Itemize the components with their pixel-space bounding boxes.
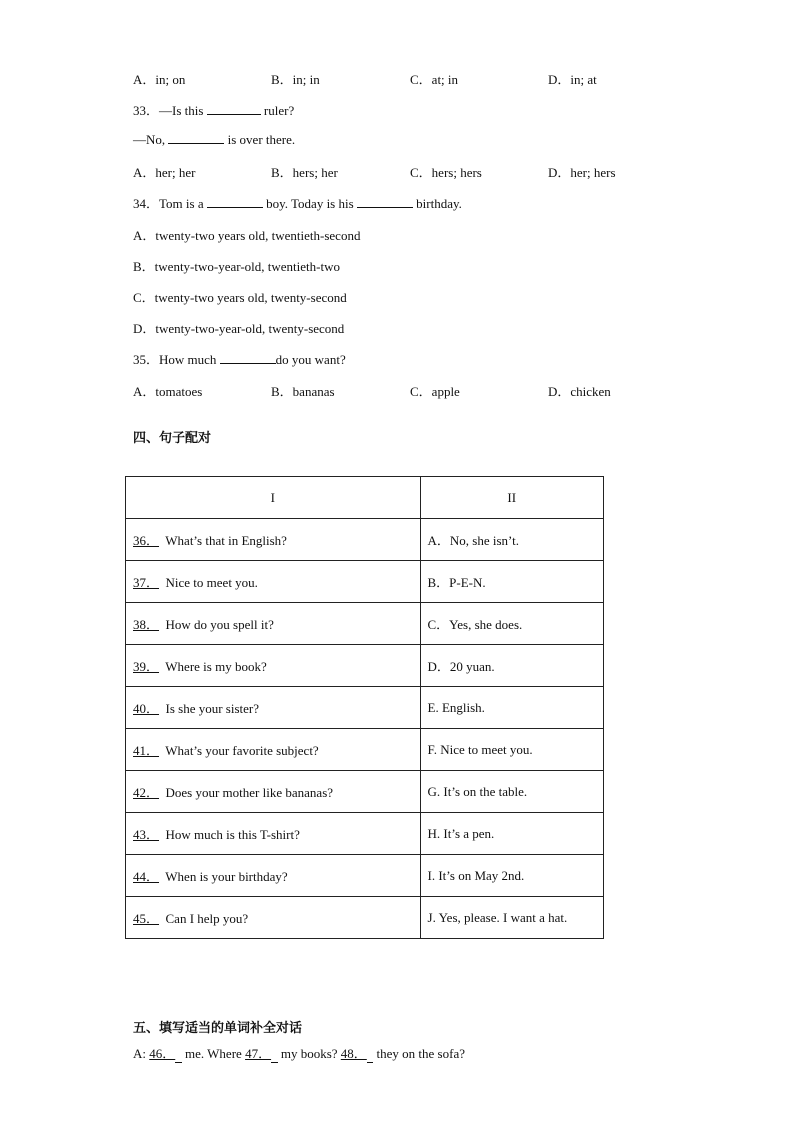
question-number[interactable]: 40．: [133, 701, 160, 716]
q33-blank-2[interactable]: [168, 131, 224, 144]
blank-48-line[interactable]: [367, 1046, 374, 1063]
answer-cell: F. Nice to meet you.: [420, 729, 603, 771]
question-number[interactable]: 45．: [133, 911, 160, 926]
blank-48[interactable]: 48．: [340, 1046, 367, 1061]
q34-option-b[interactable]: B．twenty-two-year-old, twentieth-two: [133, 259, 340, 274]
question-text: Does your mother like bananas?: [165, 785, 334, 800]
q33-option-d[interactable]: D．her; hers: [548, 165, 616, 180]
blank-47-line[interactable]: [271, 1046, 278, 1063]
q34-text-pre: 34．Tom is a: [133, 196, 204, 211]
question-cell: [126, 603, 421, 645]
question-number[interactable]: 39．: [133, 659, 160, 674]
q33-text2-pre: —No,: [133, 132, 166, 147]
q33-blank-1[interactable]: [207, 102, 261, 115]
answer-cell: B．P-E-N.: [420, 561, 603, 603]
question-cell: [126, 897, 421, 939]
q35-line: [133, 349, 346, 368]
question-text: Nice to meet you.: [165, 575, 258, 590]
q34-blank-2[interactable]: [357, 195, 413, 208]
answer-cell: J. Yes, please. I want a hat.: [420, 897, 603, 939]
question-text: What’s your favorite subject?: [165, 743, 319, 758]
question-cell: [126, 813, 421, 855]
question-cell: [126, 687, 421, 729]
q34-option-a[interactable]: A．twenty-two years old, twentieth-second: [133, 228, 361, 243]
q33-option-b[interactable]: B．hers; her: [271, 165, 338, 180]
q35-option-d[interactable]: D．chicken: [548, 384, 611, 399]
q35-text-pre: 35．How much: [133, 352, 217, 367]
question-text: Can I help you?: [165, 911, 249, 926]
question-number[interactable]: 36．: [133, 533, 160, 548]
question-number[interactable]: 38．: [133, 617, 160, 632]
q33-text2-post: is over there.: [227, 132, 296, 147]
question-text: Where is my book?: [165, 659, 267, 674]
blank-47[interactable]: 47．: [245, 1046, 272, 1061]
answer-cell: A．No, she isn’t.: [420, 519, 603, 561]
table-row: [126, 603, 604, 645]
q34-line: [133, 193, 462, 212]
table-header-row: [126, 477, 604, 519]
q33-option-c[interactable]: C．hers; hers: [410, 165, 482, 180]
question-number[interactable]: 41．: [133, 743, 160, 758]
q34-option-d[interactable]: D．twenty-two-year-old, twenty-second: [133, 321, 345, 336]
matching-table: [125, 476, 604, 939]
q32-option-b[interactable]: B．in; in: [271, 72, 320, 87]
q35-text-post: do you want?: [275, 352, 346, 367]
table-row: [126, 519, 604, 561]
q34-blank-1[interactable]: [207, 195, 263, 208]
q33-text-pre: 33．—Is this: [133, 103, 204, 118]
question-text: When is your birthday?: [165, 869, 288, 884]
dialogue-text-3: they on the sofa?: [376, 1046, 465, 1061]
q33-text-post: ruler?: [263, 103, 295, 118]
q35-option-c[interactable]: C．apple: [410, 384, 460, 399]
question-cell: [126, 645, 421, 687]
question-cell: [126, 561, 421, 603]
dialogue-text-2: my books?: [280, 1046, 338, 1061]
q32-option-d[interactable]: D．in; at: [548, 72, 597, 87]
table-row: [126, 855, 604, 897]
blank-46-line[interactable]: [175, 1046, 182, 1063]
section-5-title: 五、填写适当的单词补全对话: [133, 1021, 303, 1036]
table-row: [126, 813, 604, 855]
section-4-title: 四、句子配对: [133, 431, 212, 446]
blank-46[interactable]: 46．: [149, 1046, 176, 1061]
answer-cell: I. It’s on May 2nd.: [420, 855, 603, 897]
q35-option-a[interactable]: A．tomatoes: [133, 384, 203, 399]
answer-cell: C．Yes, she does.: [420, 603, 603, 645]
dialogue-text-1: me. Where: [185, 1046, 242, 1061]
question-text: What’s that in English?: [165, 533, 287, 548]
table-row: [126, 897, 604, 939]
dialogue-line-a: [133, 1043, 465, 1063]
answer-cell: E. English.: [420, 687, 603, 729]
table-row: [126, 729, 604, 771]
answer-cell: H. It’s a pen.: [420, 813, 603, 855]
table-row: [126, 561, 604, 603]
q34-text-post: birthday.: [416, 196, 462, 211]
question-number[interactable]: 44．: [133, 869, 160, 884]
question-number[interactable]: 37．: [133, 575, 160, 590]
q35-option-b[interactable]: B．bananas: [271, 384, 335, 399]
q33-line2: [133, 131, 295, 148]
q34-text-mid: boy. Today is his: [266, 196, 354, 211]
question-text: Is she your sister?: [165, 701, 260, 716]
column-header-i: I: [126, 477, 421, 519]
q33-line1: [133, 100, 294, 119]
question-cell: [126, 771, 421, 813]
question-cell: [126, 519, 421, 561]
question-cell: [126, 729, 421, 771]
q32-option-c[interactable]: C．at; in: [410, 72, 459, 87]
question-number[interactable]: 42．: [133, 785, 160, 800]
question-text: How much is this T-shirt?: [165, 827, 300, 842]
q34-option-c[interactable]: C．twenty-two years old, twenty-second: [133, 290, 347, 305]
question-text: How do you spell it?: [165, 617, 274, 632]
speaker-label: A:: [133, 1046, 146, 1061]
table-row: [126, 645, 604, 687]
table-row: [126, 771, 604, 813]
q32-option-a[interactable]: A．in; on: [133, 72, 186, 87]
question-cell: [126, 855, 421, 897]
answer-cell: D．20 yuan.: [420, 645, 603, 687]
q35-blank[interactable]: [220, 351, 276, 364]
q33-option-a[interactable]: A．her; her: [133, 165, 196, 180]
column-header-ii: II: [420, 477, 603, 519]
table-row: [126, 687, 604, 729]
question-number[interactable]: 43．: [133, 827, 160, 842]
answer-cell: G. It’s on the table.: [420, 771, 603, 813]
